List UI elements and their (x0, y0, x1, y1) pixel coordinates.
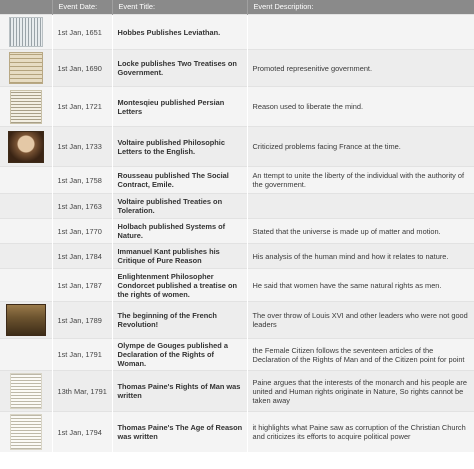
event-date: 1st Jan, 1794 (52, 412, 112, 453)
table-row[interactable] (0, 219, 474, 244)
event-title: Voltaire published Treaties on Toleration. (112, 194, 247, 219)
event-description: He said that women have the same natural rights as men. (247, 269, 474, 302)
event-description: Paine argues that the interests of the monarch and his people are united and Human rights originate in Nature, So rights cannot be taken away (247, 371, 474, 412)
header-event-description[interactable]: Event Description: (247, 0, 474, 15)
table-row[interactable] (0, 167, 474, 194)
manuscript-thumbnail[interactable] (10, 90, 42, 124)
document-thumbnail[interactable] (10, 414, 42, 450)
event-title: Thomas Paine's The Age of Reason was written (112, 412, 247, 453)
portrait-thumbnail[interactable] (8, 131, 44, 163)
event-description (247, 194, 474, 219)
event-date: 1st Jan, 1787 (52, 269, 112, 302)
event-date: 1st Jan, 1784 (52, 244, 112, 269)
event-description: Reason used to liberate the mind. (247, 87, 474, 127)
event-description: An ttempt to unite the liberty of the individual with the authority of the government. (247, 167, 474, 194)
event-description: His analysis of the human mind and how it relates to nature. (247, 244, 474, 269)
table-row[interactable] (0, 50, 474, 87)
engraving-thumbnail[interactable] (9, 17, 43, 47)
event-date: 1st Jan, 1770 (52, 219, 112, 244)
event-date: 13th Mar, 1791 (52, 371, 112, 412)
event-description: The over throw of Louis XVI and other leaders who were not good leaders (247, 302, 474, 339)
table-row[interactable] (0, 244, 474, 269)
table-header-row (0, 0, 474, 15)
book-cover-thumbnail[interactable] (9, 52, 43, 84)
event-title: Locke publishes Two Treatises on Government. (112, 50, 247, 87)
table-row[interactable] (0, 371, 474, 412)
event-title: Voltaire published Philosophic Letters to the English. (112, 127, 247, 167)
table-row[interactable] (0, 194, 474, 219)
table-row[interactable] (0, 87, 474, 127)
event-date: 1st Jan, 1758 (52, 167, 112, 194)
event-description: Promoted represenitive government. (247, 50, 474, 87)
event-date: 1st Jan, 1651 (52, 15, 112, 50)
table-row[interactable] (0, 127, 474, 167)
table-row[interactable] (0, 269, 474, 302)
table-row[interactable] (0, 339, 474, 371)
event-title: Rousseau published The Social Contract, Emile. (112, 167, 247, 194)
event-title: Hobbes Publishes Leviathan. (112, 15, 247, 50)
event-title: Immanuel Kant publishes his Critique of Pure Reason (112, 244, 247, 269)
event-date: 1st Jan, 1690 (52, 50, 112, 87)
event-description (247, 15, 474, 50)
header-image-column (0, 0, 52, 15)
event-title: The beginning of the French Revolution! (112, 302, 247, 339)
event-date: 1st Jan, 1721 (52, 87, 112, 127)
event-description: it highlights what Paine saw as corruption of the Christian Church and criticizes its efforts to acquire political power (247, 412, 474, 453)
event-date: 1st Jan, 1763 (52, 194, 112, 219)
table-row[interactable] (0, 15, 474, 50)
event-title: Olympe de Gouges published a Declaration of the Rights of Woman. (112, 339, 247, 371)
event-title: Montesqieu published Persian Letters (112, 87, 247, 127)
event-description: Stated that the universe is made up of matter and motion. (247, 219, 474, 244)
event-description: the Female Citizen follows the seventeen articles of the Declaration of the Rights of Man and of the Citizen point for point (247, 339, 474, 371)
event-title: Holbach published Systems of Nature. (112, 219, 247, 244)
header-event-date[interactable]: Event Date: (52, 0, 112, 15)
table-row[interactable] (0, 412, 474, 453)
event-date: 1st Jan, 1789 (52, 302, 112, 339)
event-title: Enlightenment Philosopher Condorcet published a treatise on the rights of women. (112, 269, 247, 302)
event-description: Criticized problems facing France at the time. (247, 127, 474, 167)
document-thumbnail[interactable] (10, 373, 42, 409)
event-title: Thomas Paine's Rights of Man was written (112, 371, 247, 412)
painting-thumbnail[interactable] (6, 304, 46, 336)
table-row[interactable] (0, 302, 474, 339)
event-date: 1st Jan, 1733 (52, 127, 112, 167)
event-date: 1st Jan, 1791 (52, 339, 112, 371)
header-event-title[interactable]: Event Title: (112, 0, 247, 15)
